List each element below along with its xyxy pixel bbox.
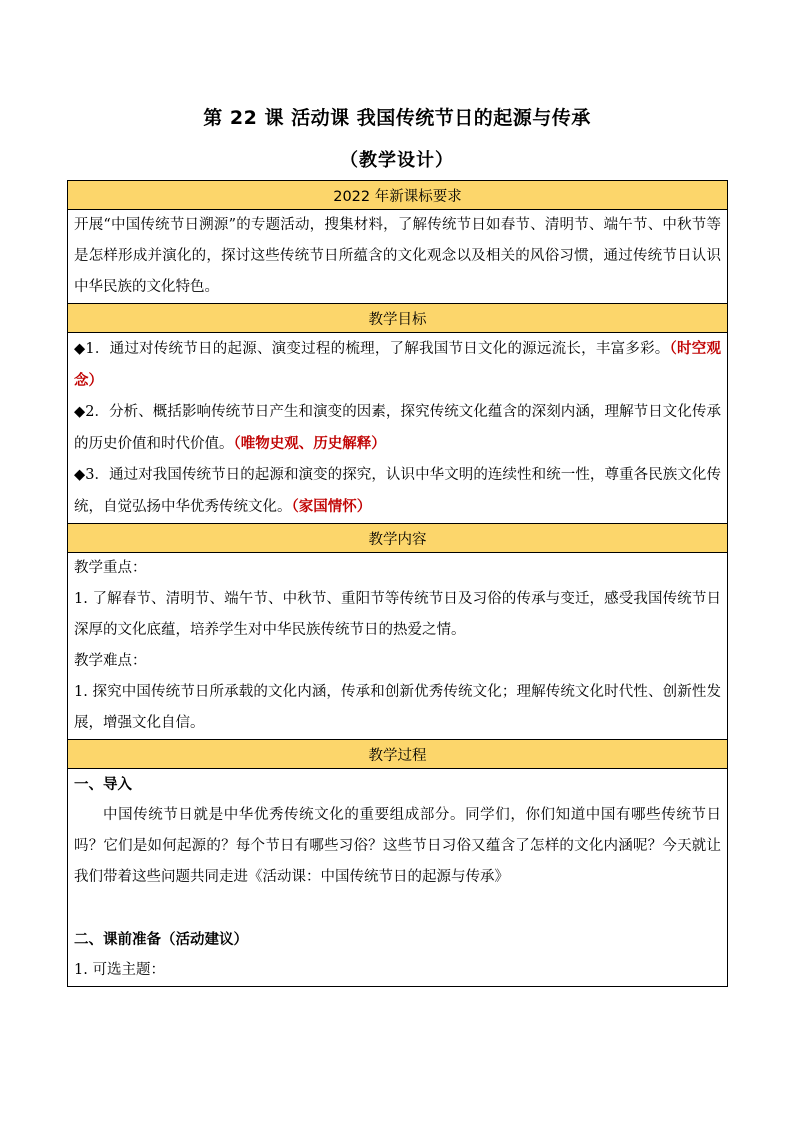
prep-item: 1. 可选主题： [74,962,165,978]
content-header: 教学内容 [68,524,728,553]
process-row [68,769,728,987]
process-header-row [68,740,728,769]
key-points-label: 教学重点： [74,560,147,576]
objective-text: ◆3．通过对我国传统节日的起源和演变的探究，认识中华文明的连续性和统一性，尊重各民族文化传统，自觉弘扬中华优秀传统文化。 [74,467,721,515]
objective-item [74,397,721,460]
content-cell [68,553,728,740]
objectives-header-row [68,304,728,333]
standard-row [68,210,728,304]
objective-tag: （家国情怀） [291,498,372,515]
page-title: 第 22 课 活动课 我国传统节日的起源与传承 [203,107,591,129]
objective-item [74,460,721,523]
objective-text: ◆1．通过对传统节日的起源、演变过程的梳理，了解我国节日文化的源远流长，丰富多彩。 [74,341,670,357]
content-header-row [68,524,728,553]
objective-tag: （唯物史观、历史解释） [233,435,386,452]
standard-text: 开展“中国传统节日溯源”的专题活动，搜集材料，了解传统节日如春节、清明节、端午节、中秋节等是怎样形成并演化的，探讨这些传统节日所蕴含的文化观念以及相关的风俗习惯，通过传统节日认识中华民族的文化特色。 [74,217,721,295]
standard-header: 2022 年新课标要求 [68,181,728,210]
content-row [68,553,728,740]
objectives-header: 教学目标 [68,304,728,333]
blank-line [74,893,721,924]
prep-heading: 二、课前准备（活动建议） [74,931,248,948]
difficulty-text: 1. 探究中国传统节日所承载的文化内涵，传承和创新优秀传统文化；理解传统文化时代性、创新性发展，增强文化自信。 [74,684,721,731]
objective-item [74,333,721,397]
process-header: 教学过程 [68,740,728,769]
process-cell [68,769,728,987]
intro-text: 中国传统节日就是中华优秀传统文化的重要组成部分。同学们，你们知道中国有哪些传统节日吗？它们是如何起源的？每个节日有哪些习俗？这些节日习俗又蕴含了怎样的文化内涵呢？今天就让我们带着这些问题共同走进《活动课：中国传统节日的起源与传承》 [74,807,721,885]
intro-heading: 一、导入 [74,776,132,793]
objectives-cell [68,333,728,524]
standard-header-row [68,181,728,210]
lesson-plan-table [67,180,728,987]
difficulty-label: 教学难点： [74,653,147,669]
objective-tag: （时空观念） [74,340,722,389]
standard-cell [68,210,728,304]
objectives-row [68,333,728,524]
key-points-text: 1. 了解春节、清明节、端午节、中秋节、重阳节等传统节日及习俗的传承与变迁，感受我国传统节日深厚的文化底蕴，培养学生对中华民族传统节日的热爱之情。 [74,591,721,638]
objective-text: ◆2．分析、概括影响传统节日产生和演变的因素，探究传统文化蕴含的深刻内涵，理解节日文化传承的历史价值和时代价值。 [74,404,721,452]
page-subtitle: （教学设计） [340,150,454,171]
